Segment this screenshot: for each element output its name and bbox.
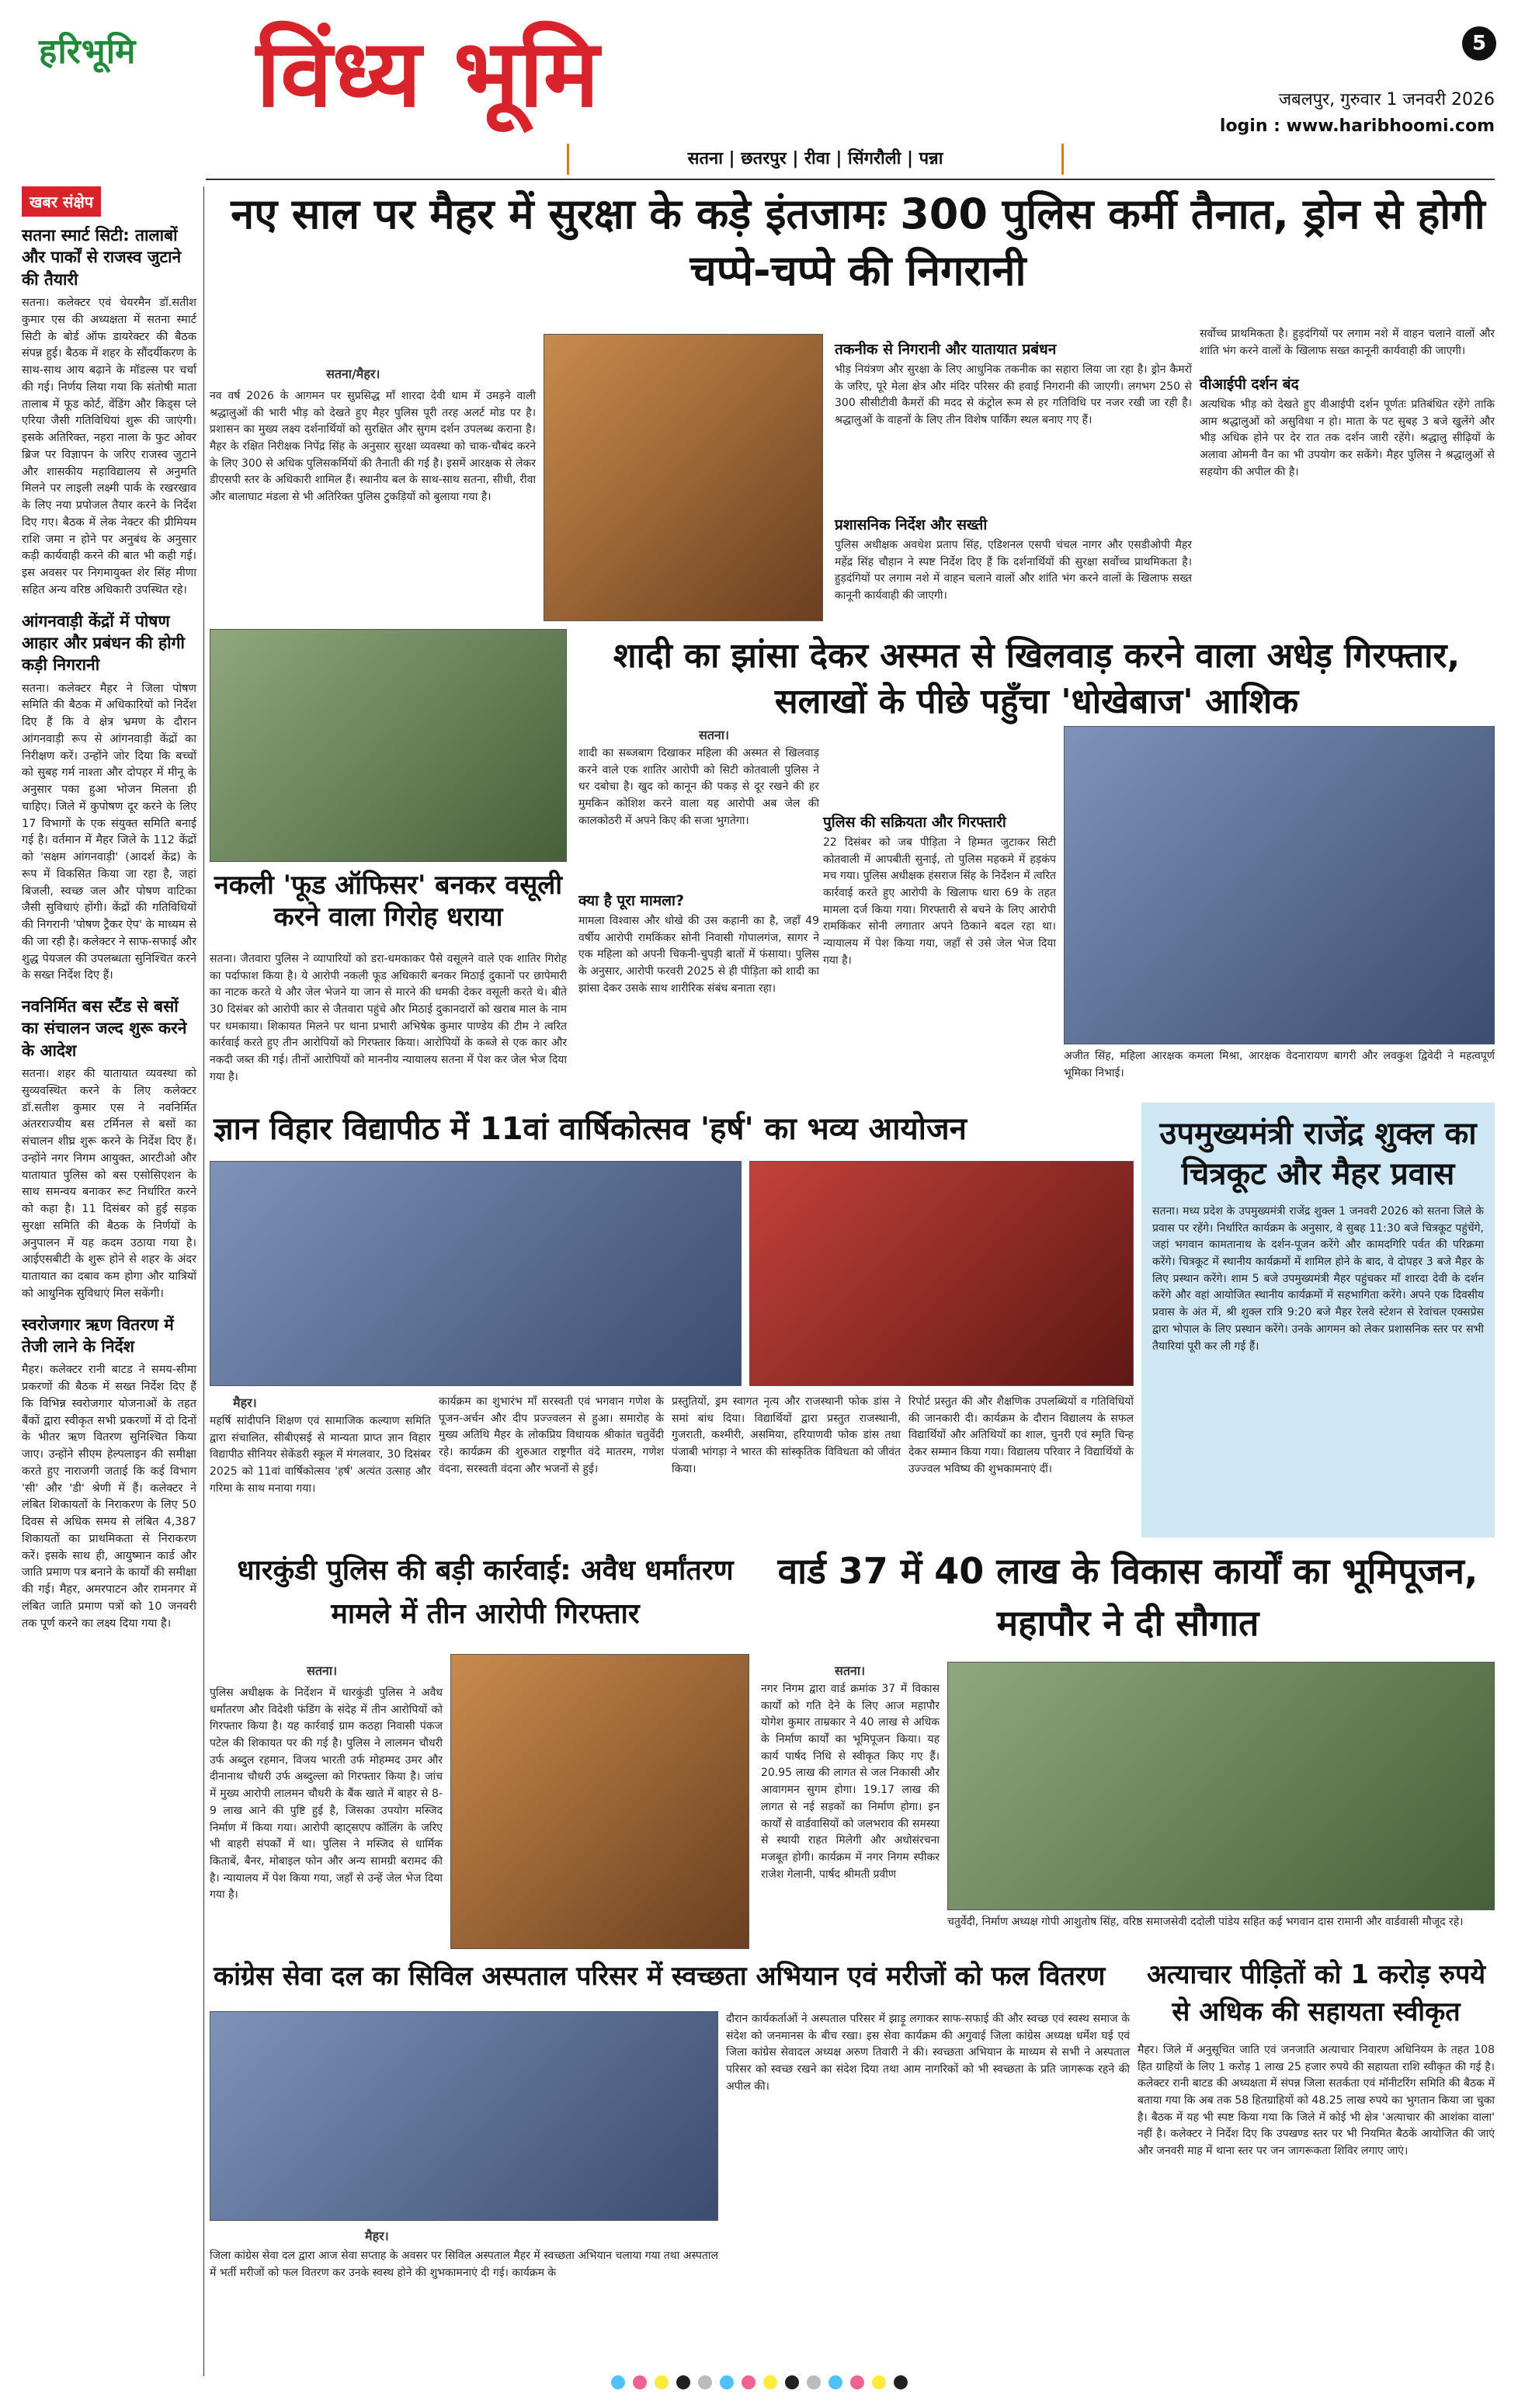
ward37-headline: वार्ड 37 में 40 लाख के विकास कार्यों का भूमिपूजन, महापौर ने दी सौगात (777, 1550, 1478, 1644)
brief-body: सतना। शहर की यातायात व्यवस्था को सुव्यवस्थित करने के लिए कलेक्टर डॉ.सतीश कुमार एस ने नवनिर्मित अंतरराज्यीय बस टर्मिनल से बसों का संचालन शीघ्र शुरू करने के निर्देश दिए हैं। उन्होंने नगर निगम आयुक्त, आरटीओ और यातायात पुलिस को बस एसोसिएशन के साथ समन्वय बनाकर रूट निर्धारित करने को कहा है। 11 दिसंबर को हुई सड़क सुरक्षा समिति की बैठक के निर्णयों के अनुपालन में यह कदम उठाया गया है। आईएसबीटी के शुरू होने से शहर के अंदर यातायात का दबाव कम होगा और यात्रियों को आधुनिक सुविधाएं मिल सकेंगी। (22, 1068, 196, 1300)
divider (206, 179, 1495, 180)
fraud-body2: मामला विश्वास और धोखे की उस कहानी का है, जहाँ 49 वर्षीय आरोपी रामकिंकर सोनी निवासी गोपालगंज, सागर ने एक महिला को अपनी चिकनी-चुपड़ी बातों में फंसाया। पुलिस के अनुसार, आरोपी फरवरी 2025 से ही पीड़िता को शादी का झांसा देकर उसके साथ शारीरिक संबंध बनाता रहा। (578, 915, 819, 995)
fraud-col2 (823, 726, 1056, 1068)
brand-logo: हरिभूमि (39, 32, 137, 71)
gyan-body2: कार्यक्रम का शुभारंभ माँ सरस्वती एवं भगवान गणेश के पूजन-अर्चन और दीप प्रज्ज्वलन से हुआ। समारोह के मुख्य अतिथि मैहर के लोकप्रिय विधायक श्रीकांत चतुर्वेदी रहे। कार्यक्रम की शुरुआत राष्ट्रगीत वंदे मातरम, गणेश वंदना, सरस्वती वंदना और भजनों से हुई। (439, 1395, 664, 1475)
brief-item (22, 996, 196, 1303)
lead-byline: सतना/मैहर। (326, 367, 380, 381)
gyan-body4: रिपोर्ट प्रस्तुत की और शैक्षणिक उपलब्धियों व गतिविधियों की जानकारी दी। कार्यक्रम के दौरान विद्यालय के सफल विद्यार्थियों और अतिथियों का शाल, चुनरी एवं स्मृति चिन्ह देकर सम्मान किया गया। विद्यालय परिवार ने विद्यार्थियों के उज्ज्वल भविष्य की शुभकामनाएं दीं। (908, 1395, 1134, 1475)
brief-body: मैहर। कलेक्टर रानी बाटड ने समय-सीमा प्रकरणों की बैठक में सख्त निर्देश दिए हैं कि विभिन्न स्वरोजगार योजनाओं के तहत बैंकों द्वारा स्वीकृत सभी प्रकरणों में दो दिनों के भीतर ऋण वितरण सुनिश्चित किया जाए। उन्होंने सीएम हेल्पलाइन की समीक्षा करते हुए नाराजगी जताई कि कई विभाग 'सी' और 'डी' श्रेणी में हैं। कलेक्टर ने लंबित शिकायतों के निराकरण के लिए 50 दिवस से अधिक समय से लंबित 4,387 शिकायतों का प्राथमिकता से निराकरण करें। इसके साथ ही, आयुष्मान कार्ड और जाति प्रमाण पत्र बनाने के कार्यों की समीक्षा की गई। मैहर, अमरपाटन और रामनगर में लंबित जाति प्रमाण पत्रों को 10 जनवरी तक पूर्ण करने का लक्ष्य दिया गया है। (22, 1364, 196, 1630)
lead-body: नव वर्ष 2026 के आगमन पर सुप्रसिद्ध माँ शारदा देवी धाम में उमड़ने वाली श्रद्धालुओं की भारी भीड़ को देखते हुए मैहर पुलिस पूरी तरह अलर्ट मोड पर है। प्रशासन का मुख्य लक्ष्य दर्शनार्थियों को सुरक्षित और सुगम दर्शन उपलब्ध कराना है। मैहर के रक्षित निरीक्षक निपेंद्र सिंह के अनुसार सुरक्षा व्यवस्था को चाक-चौबंद करने के लिए 300 से अधिक पुलिसकर्मियों की तैनाती की गई है। इसमें आरक्षक से लेकर डीएसपी स्तर के अधिकारी शामिल हैं। स्थानीय बल के साथ-साथ सतना, सीधी, रीवा और बालाघाट मंडला से भी अतिरिक्त पुलिस टुकड़ियों को बुलाया गया है। (210, 390, 536, 504)
brief-item (22, 610, 196, 985)
page-title: विंध्य भूमि (256, 20, 599, 128)
conversion-body: पुलिस अधीक्षक के निर्देशन में धारकुंडी पुलिस ने अवैध धर्मांतरण और विदेशी फंडिंग के संदेह में तीन आरोपियों को गिरफ्तार किया है। यह कार्रवाई ग्राम कठहा निवासी पंकज पटेल की शिकायत पर की गई है। पुलिस ने लालमन चौधरी उर्फ अब्दुल रहमान, विजय भारती उर्फ मोहम्मद उमर और दीनानाथ चौधरी उर्फ अब्दुल्ला को गिरफ्तार किया है। जांच में मुख्य आरोपी लालमन चौधरी के बैंक खाते में बाहर से 8-9 लाख आने की पुष्टि हुई है, जिसका उपयोग मस्जिद निर्माण में किया गया। आरोपी व्हाट्सएप कॉलिंग के जरिए भी बाहरी संपर्कों में था। पुलिस ने मस्जिद से धार्मिक किताबें, बैनर, मोबाइल फोन और अन्य सामग्री बरामद की है। न्यायालय में पेश किया गया, जहाँ से उन्हें जेल भेज दिया गया है। (210, 1687, 443, 1902)
login-link[interactable]: login : www.haribhoomi.com (1219, 116, 1495, 136)
lead-body3: पुलिस अधीक्षक अवधेश प्रताप सिंह, एडिशनल एसपी चंचल नागर और एसडीओपी मैहर महेंद्र सिंह चौहान ने स्पष्ट निर्देश दिए हैं कि दर्शनार्थियों की सुरक्षा सर्वोच्च प्राथमिकता है। हुड़दंगियों पर लगाम नशे में वाहन चलाने वालों और शांति भंग करने वालों के खिलाफ सख्त कानूनी कार्यवाही की जाएगी। (835, 539, 1192, 603)
sidebar-tag: खबर संक्षेप (22, 186, 101, 217)
temple-idol-photo (544, 334, 823, 621)
fraud-headline: शादी का झांसा देकर अस्मत से खिलवाड़ करने वाला अधेड़ गिरफ्तार, सलाखों के पीछे पहुँचा 'धोखेबाज' आशिक (613, 636, 1461, 722)
arrest-conversion-photo (450, 1654, 749, 1949)
page-number: 5 (1462, 26, 1496, 61)
conversion-byline: सतना। (307, 1663, 338, 1678)
lead-headline: नए साल पर मैहर में सुरक्षा के कड़े इंतजामः 300 पुलिस कर्मी तैनात, ड्रोन से होगी चप्पे-चप्पे की निगरानी (231, 189, 1485, 295)
brief-title: आंगनवाड़ी केंद्रों में पोषण आहार और प्रबंधन की होगी कड़ी निगरानी (22, 611, 185, 675)
fraud-body: शादी का सब्जबाग दिखाकर महिला की अस्मत से खिलवाड़ करने वाले एक शातिर आरोपी को सिटी कोतवाली पुलिस ने धर दबोचा है। खुद को कानून की पकड़ से दूर रखने की हर मुमकिन कोशिश करने वाला यह आरोपी अब जेल की कालकोठरी में अपने किए की सजा भुगतेगा। (578, 747, 819, 827)
brief-item (22, 1314, 196, 1633)
fraud-byline: सतना। (699, 728, 730, 742)
school-event-photo (210, 1161, 742, 1386)
food-officer-headline: नकली 'फूड ऑफिसर' बनकर वसूली करने वाला गिरोह धराया (214, 870, 563, 933)
award-photo (749, 1161, 1134, 1386)
police-team-photo (210, 629, 567, 862)
congress-body1: जिला कांग्रेस सेवा दल द्वारा आज सेवा सप्ताह के अवसर पर सिविल अस्पताल मैहर में स्वच्छता अभियान चलाया गया तथा अस्पताल में भर्ती मरीजों को फल वितरण कर उनके स्वस्थ होने की शुभकामनाएं दी गई। कार्यक्रम के (210, 2250, 718, 2279)
hospital-photo (210, 2011, 718, 2221)
ward37-body: नगर निगम द्वारा वार्ड क्रमांक 37 में विकास कार्यों को गति देने के लिए आज महापौर योगेश कुमार ताम्रकार ने 40 लाख से अधिक के निर्माण कार्यों का भूमिपूजन किया। यह कार्य पार्षद निधि से स्वीकृत किए गए हैं। 20.95 लाख की लागत से जल निकासी और आवागमन सुगम होगा। 19.17 लाख की लागत से नई सड़कों का निर्माण होगा। इन कार्यों से वार्डवासियों को जलभराव की समस्या से स्थायी राहत मिलेगी और अधोसंरचना मजबूत होगी। कार्यक्रम में नगर निगम स्पीकर राजेश गेलानी, पार्षद श्रीमती प्रवीण (761, 1683, 940, 1881)
color-dot (763, 2375, 777, 2389)
color-dot (807, 2375, 821, 2389)
color-dot (850, 2375, 864, 2389)
brief-body: सतना। कलेक्टर एवं चेयरमैन डॉ.सतीश कुमार एस की अध्यक्षता में सतना स्मार्ट सिटी के बोर्ड ऑफ डायरेक्टर की बैठक संपन्न हुई। बैठक में शहर के सौंदर्यीकरण के साथ-साथ आय बढ़ाने के मॉडल्स पर चर्चा की गई। निर्णय लिया गया कि संतोषी माता तालाब में फूड कोर्ट, वेंडिंग और किड्स प्ले एरिया जैसी गतिविधियां शुरू की जाएंगी। इसके अतिरिक्त, नहरा नाला के फुट ओवर ब्रिज पर विज्ञापन के जरिए राजस्व जुटाने और शासकीय महाविद्यालय से अनुमति मिलने पर लाइली लक्ष्मी पार्क के रखरखाव के लिए नया प्रपोजल तैयार करने के निर्देश दिए गए। बैठक में लेक नेक्टर की प्रीमियम राशि जमा न होने पर अनुबंध के अनुसार कड़ी कार्यवाही करने की बात भी कही गई। इस अवसर पर निगमायुक्त शेर सिंह मीणा सहित अन्य वरिष्ठ अधिकारी उपस्थित रहे। (22, 297, 196, 596)
gyan-body1: महर्षि सांदीपनि शिक्षण एवं सामाजिक कल्याण समिति द्वारा संचालित, सीबीएसई से मान्यता प्राप्त ज्ञान विहार विद्यापीठ सीनियर सेकेंडरी स्कूल में मंगलवार, 30 दिसंबर 2025 को 11वां वार्षिकोत्सव 'हर्ष' अत्यंत उत्साह और गरिमा के साथ मनाया गया। (210, 1415, 431, 1495)
lead-subhead: वीआईपी दर्शन बंद (1200, 376, 1299, 393)
arrest-photo (1064, 726, 1495, 1044)
deputy-cm-body: सतना। मध्य प्रदेश के उपमुख्यमंत्री राजेंद्र शुक्ल 1 जनवरी 2026 को सतना जिले के प्रवास पर रहेंगे। निर्धारित कार्यक्रम के अनुसार, वे सुबह 11:30 बजे चित्रकूट पहुंचेंगे, जहां भगवान कामतानाथ के दर्शन-पूजन करेंगे और कामदगिरि पर्वत की परिक्रमा करेंगे। चित्रकूट में स्थानीय कार्यक्रमों में शामिल होने के बाद, वे दोपहर 3 बजे मैहर के लिए प्रस्थान करेंगे। शाम 5 बजे उपमुख्यमंत्री मैहर पहुंचकर माँ शारदा देवी के दर्शन करेंगे और वहां आयोजित स्थानीय कार्यक्रमों में सहभागिता करेंगे। अपने एक दिवसीय प्रवास के अंत में, श्री शुक्ल रात्रि 9:20 बजे मैहर रेलवे स्टेशन से रेवांचल एक्सप्रेस द्वारा भोपाल के लिए प्रस्थान करेंगे। उनके आगमन को लेकर प्रशासनिक स्तर पर सभी तैयारियां पूरी कर ली गई हैं। (1152, 1205, 1484, 1353)
color-dot (742, 2375, 756, 2389)
fraud-subhead: क्या है पूरा मामला? (578, 892, 684, 909)
bhoomipujan-photo (947, 1662, 1495, 1910)
lead-body2: भीड़ नियंत्रण और सुरक्षा के लिए आधुनिक तकनीक का सहारा लिया जा रहा है। ड्रोन कैमरों के जरिए, पूरे मेला क्षेत्र और मंदिर परिसर की हवाई निगरानी की जाएगी। लगभग 250 से 300 सीसीटीवी कैमरों की मदद से कंट्रोल रूम से हर गतिविधि पर नजर रखी जा रही है। श्रद्धालुओं के वाहनों के लिए तीन विशेष पार्किंग स्थल बनाए गए हैं। (835, 363, 1192, 427)
brief-title: सतना स्मार्ट सिटी: तालाबों और पार्कों से राजस्व जुटाने की तैयारी (22, 226, 182, 289)
lead-col3 (1200, 326, 1495, 583)
fraud-caption: अजीत सिंह, महिला आरक्षक कमला मिश्रा, आरक्षक वेदनारायण बागरी और लवकुश द्विवेदी ने महत्वपूर्ण भूमिका निभाई। (1064, 1050, 1495, 1079)
lead-subhead: तकनीक से निगरानी और यातायात प्रबंधन (835, 341, 1057, 358)
color-dot (655, 2375, 669, 2389)
color-dot (828, 2375, 842, 2389)
column-divider (203, 186, 204, 2376)
color-dot (698, 2375, 712, 2389)
gyan-vihar-headline: ज्ञान विहार विद्यापीठ में 11वां वार्षिकोत्सव 'हर्ष' का भव्य आयोजन (214, 1111, 967, 1147)
food-officer-body: सतना। जैतवारा पुलिस ने व्यापारियों को डरा-धमकाकर पैसे वसूलने वाले एक शातिर गिरोह का पर्दाफाश किया है। ये आरोपी नकली फूड अधिकारी बनकर मिठाई दुकानों पर छापेमारी का नाटक करते थे और जेल भेजने या जान से मारने की धमकी देकर वसूली करते थे। बीते 30 दिसंबर को आरोपी कार से जैतवारा पहुंचे और मिठाई दुकानदारों को खराब माल के नाम पर धमकाया। शिकायत मिलने पर थाना प्रभारी अभिषेक कुमार पाण्डेय की टीम ने त्वरित कार्रवाई करते हुए तीन आरोपियों को गिरफ्तार किया। आरोपियों के कब्जे से एक कार और नकदी जब्त की गई। तीनों आरोपियों को माननीय न्यायालय सतना में पेश कर जेल भेज दिया गया है। (210, 953, 567, 1083)
lead-body4: अत्यधिक भीड़ को देखते हुए वीआईपी दर्शन पूर्णतः प्रतिबंधित रहेंगे ताकि आम श्रद्धालुओं को असुविधा न हो। माता के पट सुबह 3 बजे खुलेंगे और भीड़ अधिक होने पर देर रात तक दर्शन जारी रहेंगे। श्रद्धालु सीढ़ियों के अलावा ओमनी वैन का भी उपयोग कर सकेंगे। मैहर पुलिस ने श्रद्धालुओं से सहयोग की अपील की है। (1200, 398, 1495, 478)
congress-body2: दौरान कार्यकर्ताओं ने अस्पताल परिसर में झाड़ू लगाकर साफ-सफाई की और स्वच्छ एवं स्वस्थ समाज के संदेश को जनमानस के बीच रखा। इस सेवा कार्यक्रम की अगुवाई जिला कांग्रेस अध्यक्ष धर्मेश घई एवं जिला कांग्रेस सेवादल अध्यक्ष अरुण तिवारी ने की। स्वच्छता अभियान के माध्यम से सभी ने अस्पताल परिसर को स्वच्छ रखने का संदेश दिया तथा आम नागरिकों को भी स्वच्छता के प्रति जागरूक रहने की अपील की। (726, 2013, 1130, 2093)
color-registration-bar (0, 2371, 1518, 2394)
lead-subhead: प्रशासनिक निर्देश और सख्ती (835, 516, 988, 533)
atrocity-body: मैहर। जिले में अनुसूचित जाति एवं जनजाति अत्याचार निवारण अधिनियम के तहत 108 हित ग्राहियों के लिए 1 करोड़ 1 लाख 25 हजार रुपये की सहायता राशि स्वीकृत की गई है। कलेक्टर रानी बाटड की अध्यक्षता में संपन्न जिला सतर्कता एवं मॉनीटरिंग समिति की बैठक में बताया गया कि अब तक 58 हितग्राहियों को 48.25 लाख रुपये का भुगतान किया जा चुका है। बैठक में यह भी स्पष्ट किया गया कि जिले में कोई भी क्षेत्र 'अत्याचार की आशंका वाला' नहीं है। कलेक्टर ने निर्देश दिए कि उपखण्ड स्तर पर भी नियमित बैठकें आयोजित की जाएं और जनवरी माह में थाना स्तर पर जन जागरूकता शिविर लगाए जाएं। (1138, 2044, 1495, 2158)
conversion-headline: धारकुंडी पुलिस की बड़ी कार्रवाई: अवैध धर्मांतरण मामले में तीन आरोपी गिरफ्तार (237, 1555, 734, 1630)
dateline: जबलपुर, गुरुवार 1 जनवरी 2026 (1278, 90, 1495, 109)
gyan-body3: प्रस्तुतियों, ड्रम स्वागत नृत्य और राजस्थानी फोक डांस ने समां बांध दिया। विद्यार्थियों द्वारा प्रस्तुत राजस्थानी, गुजराती, कश्मीरी, असमिया, हरियाणवी फोक डांस तथा पंजाबी भांगड़ा ने भारत की सांस्कृतिक विविधता को जीवंत किया। (672, 1395, 901, 1475)
brief-title: स्वरोजगार ऋण वितरण में तेजी लाने के निर्देश (22, 1315, 174, 1356)
brief-title: नवनिर्मित बस स्टैंड से बसों का संचालन जल्द शुरू करने के आदेश (22, 997, 187, 1060)
ward37-byline: सतना। (835, 1663, 866, 1678)
congress-headline: कांग्रेस सेवा दल का सिविल अस्पताल परिसर में स्वच्छता अभियान एवं मरीजों को फल वितरण (214, 1961, 1106, 1992)
color-dot (633, 2375, 647, 2389)
fraud-body3: 22 दिसंबर को जब पीड़िता ने हिम्मत जुटाकर सिटी कोतवाली में आपबीती सुनाई, तो पुलिस महकमे में हड़कंप मच गया। पुलिस अधीक्षक हंसराज सिंह के निर्देशन में त्वरित कार्रवाई करते हुए आरोपी के खिलाफ धारा 69 के तहत मामला दर्ज किया गया। गिरफ्तारी से बचने के लिए आरोपी रामकिंकर सोनी लगातार अपने ठिकाने बदल रहा था। न्यायालय में पेश किया गया, जहाँ से उसे जेल भेज दिया गया है। (823, 836, 1056, 967)
gyan-byline: मैहर। (233, 1395, 257, 1410)
color-dot (872, 2375, 886, 2389)
brief-body: सतना। कलेक्टर मैहर ने जिला पोषण समिति की बैठक में अधिकारियों को निर्देश दिए हैं कि वे क्षेत्र भ्रमण के दौरान आंगनवाड़ी रूप से आंगनवाड़ी केंद्रों का निरीक्षण करें। उन्होंने जोर दिया कि बच्चों को सुबह गर्म नाश्ता और दोपहर में मीनू के अनुसार पका हुआ भोजन मिलना ही चाहिए। जिले में कुपोषण दूर करने के लिए 17 विभागों के एक संयुक्त समिति बनाई गई है। वर्तमान में मैहर जिले के 112 केंद्रों को 'सक्षम आंगनवाड़ी' (आदर्श केंद्र) के रूप में विकसित किया जा रहा है, जहां बिजली, स्वच्छ जल और पोषण वाटिका जैसी सुविधाएं होंगी। केंद्रों की गतिविधियों की निगरानी 'पोषण ट्रैकर ऐप' के माध्यम से की जा रही है। कलेक्टर ने साफ-सफाई और शुद्ध पेयजल की उपलब्धता सुनिश्चित करने के सख्त निर्देश दिए हैं। (22, 682, 196, 982)
color-dot (720, 2375, 734, 2389)
color-dot (894, 2375, 908, 2389)
color-dot (785, 2375, 799, 2389)
lead-col2 (835, 334, 1192, 603)
color-dot (676, 2375, 690, 2389)
edition-bar: सतना | छतरपुर | रीवा | सिंगरौली | पन्ना (567, 144, 1064, 175)
fraud-col1 (578, 745, 819, 1068)
sidebar-briefs (22, 186, 196, 2384)
deputy-cm-headline: उपमुख्यमंत्री राजेंद्र शुक्ल का चित्रकूट और मैहर प्रवास (1159, 1116, 1477, 1192)
congress-byline: मैहर। (365, 2229, 389, 2243)
ward37-caption: चतुर्वेदी, निर्माण अध्यक्ष गोपी आशुतोष सिंह, वरिष्ठ समाजसेवी ददोली पांडेय सहित कई भगवान दास रामानी और वार्डवासी मौजूद रहे। (947, 1916, 1464, 1928)
lead-body3b: सर्वोच्च प्राथमिकता है। हुड़दंगियों पर लगाम नशे में वाहन चलाने वालों और शांति भंग करने वालों के खिलाफ सख्त कानूनी कार्यवाही की जाएगी। (1200, 328, 1495, 357)
brief-item (22, 224, 196, 599)
fraud-subhead: पुलिस की सक्रियता और गिरफ्तारी (823, 814, 1006, 831)
atrocity-headline: अत्याचार पीड़ितों को 1 करोड़ रुपये से अधिक की सहायता स्वीकृत (1146, 1959, 1486, 2028)
color-dot (611, 2375, 625, 2389)
deputy-cm-box (1141, 1103, 1495, 1538)
